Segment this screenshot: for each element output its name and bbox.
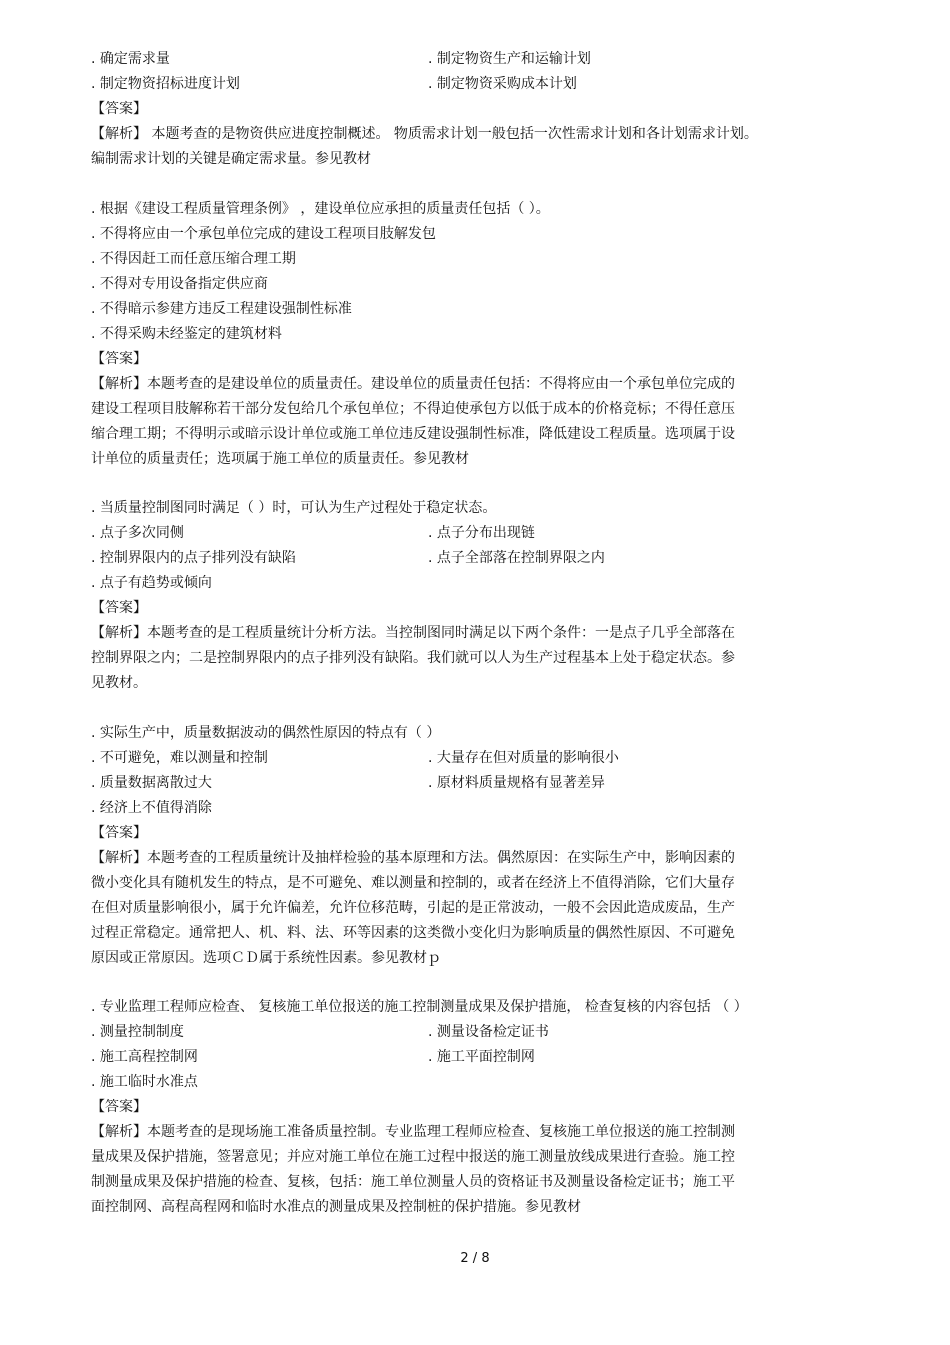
- answer-label: 【答案】: [91, 101, 147, 117]
- analysis-line: 【解析】 本题考查的是物资供应进度控制概述。 物质需求计划一般包括一次性需求计划和各计划需求计划。: [91, 126, 758, 142]
- option-a: . 不可避免，难以测量和控制: [91, 750, 268, 766]
- answer-label: 【答案】: [91, 351, 147, 367]
- option-c: . 制定物资招标进度计划: [91, 76, 240, 92]
- analysis-line: 在但对质量影响很小，属于允许偏差，允许位移范畴，引起的是正常波动，一般不会因此造成废品，生产: [91, 900, 735, 916]
- option-b: . 点子分布出现链: [428, 525, 535, 541]
- option-c: . 不得对专用设备指定供应商: [91, 276, 268, 292]
- option-d: . 施工平面控制网: [428, 1049, 535, 1065]
- option-c: . 控制界限内的点子排列没有缺陷: [91, 550, 296, 566]
- option-b: . 大量存在但对质量的影响很小: [428, 750, 619, 766]
- analysis-line: 过程正常稳定。通常把人、机、料、法、环等因素的这类微小变化归为影响质量的偶然性原因、不可避免: [91, 925, 735, 941]
- option-b: . 不得因赶工而任意压缩合理工期: [91, 251, 296, 267]
- analysis-line: 计单位的质量责任；选项属于施工单位的质量责任。参见教材: [91, 451, 469, 467]
- analysis-line: 缩合理工期；不得明示或暗示设计单位或施工单位违反建设强制性标准，降低建设工程质量。选项属于设: [91, 426, 735, 442]
- analysis-line: 【解析】本题考查的是工程质量统计分析方法。当控制图同时满足以下两个条件：一是点子几乎全部落在: [91, 625, 735, 641]
- analysis-line: 原因或正常原因。选项ＣＤ属于系统性因素。参见教材ｐ: [91, 950, 441, 966]
- answer-label: 【答案】: [91, 825, 147, 841]
- option-d: . 制定物资采购成本计划: [428, 76, 577, 92]
- analysis-line: 建设工程项目肢解称若干部分发包给几个承包单位；不得迫使承包方以低于成本的价格竞标；不得任意压: [91, 401, 735, 417]
- analysis-line: 量成果及保护措施，签署意见；并应对施工单位在施工过程中报送的施工测量放线成果进行查验。施工控: [91, 1149, 735, 1165]
- option-e: . 不得采购未经鉴定的建筑材料: [91, 326, 282, 342]
- option-a: . 测量控制制度: [91, 1024, 184, 1040]
- analysis-line: 制测量成果及保护措施的检查、复核，包括：施工单位测量人员的资格证书及测量设备检定证书；施工平: [91, 1174, 735, 1190]
- option-a: . 点子多次同侧: [91, 525, 184, 541]
- option-e: . 经济上不值得消除: [91, 800, 212, 816]
- option-b: . 测量设备检定证书: [428, 1024, 549, 1040]
- option-d: . 不得暗示参建方违反工程建设强制性标准: [91, 301, 352, 317]
- option-d: . 点子全部落在控制界限之内: [428, 550, 605, 566]
- question-stem: . 实际生产中，质量数据波动的偶然性原因的特点有（ ）: [91, 725, 441, 741]
- analysis-line: 面控制网、高程高程网和临时水准点的测量成果及控制桩的保护措施。参见教材: [91, 1199, 581, 1215]
- answer-label: 【答案】: [91, 600, 147, 616]
- analysis-line: 控制界限之内；二是控制界限内的点子排列没有缺陷。我们就可以人为生产过程基本上处于稳定状态。参: [91, 650, 735, 666]
- question-stem: . 当质量控制图同时满足（ ）时，可认为生产过程处于稳定状态。: [91, 500, 497, 516]
- analysis-line: 【解析】本题考查的是现场施工准备质量控制。专业监理工程师应检查、复核施工单位报送的施工控制测: [91, 1124, 735, 1140]
- page-number: 2 / 8: [460, 1251, 490, 1266]
- option-a: . 不得将应由一个承包单位完成的建设工程项目肢解发包: [91, 226, 436, 242]
- option-c: . 施工高程控制网: [91, 1049, 198, 1065]
- analysis-line: 见教材。: [91, 675, 147, 691]
- option-c: . 质量数据离散过大: [91, 775, 212, 791]
- analysis-line: 【解析】本题考查的是建设单位的质量责任。建设单位的质量责任包括：不得将应由一个承包单位完成的: [91, 376, 735, 392]
- option-e: . 点子有趋势或倾向: [91, 575, 212, 591]
- analysis-line: 【解析】本题考查的工程质量统计及抽样检验的基本原理和方法。偶然原因：在实际生产中，影响因素的: [91, 850, 735, 866]
- question-stem: . 根据《建设工程质量管理条例》 ，建设单位应承担的质量责任包括（ ）。: [91, 201, 550, 217]
- option-d: . 原材料质量规格有显著差异: [428, 775, 605, 791]
- question-stem: . 专业监理工程师应检查、 复核施工单位报送的施工控制测量成果及保护措施， 检查复核的内容包括 （ ）: [91, 999, 748, 1015]
- analysis-line: 微小变化具有随机发生的特点，是不可避免、难以测量和控制的，或者在经济上不值得消除，它们大量存: [91, 875, 735, 891]
- answer-label: 【答案】: [91, 1099, 147, 1115]
- option-e: . 施工临时水准点: [91, 1074, 198, 1090]
- analysis-line: 编制需求计划的关键是确定需求量。参见教材: [91, 151, 371, 167]
- option-b: . 制定物资生产和运输计划: [428, 51, 591, 67]
- option-a: . 确定需求量: [91, 51, 170, 67]
